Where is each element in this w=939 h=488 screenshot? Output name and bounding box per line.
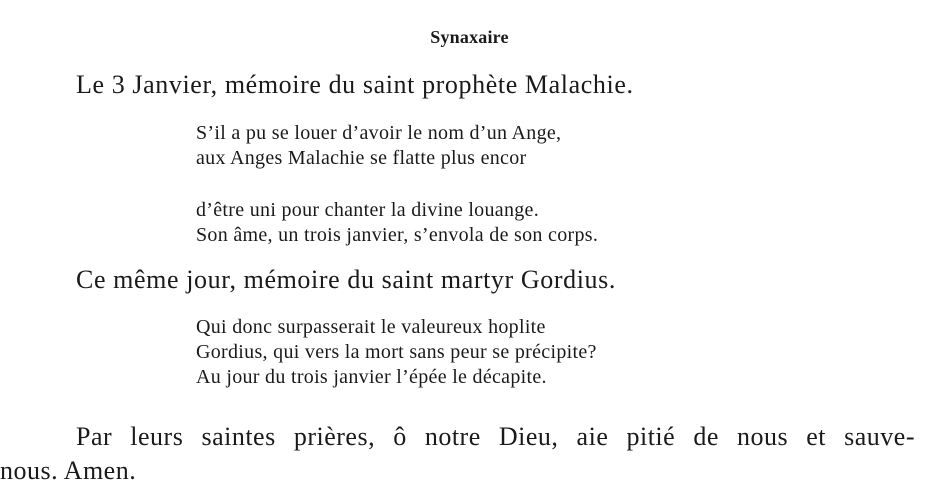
closing-prayer-line-2: nous. Amen.	[0, 456, 137, 485]
verse-line: Son âme, un trois janvier, s’envola de son corps.	[196, 224, 599, 246]
verse-line: S’il a pu se louer d’avoir le nom d’un Ange,	[196, 122, 562, 144]
verse-line: Qui donc surpasserait le valeureux hoplite	[196, 316, 546, 338]
verse-stanza-malachie-2	[196, 198, 598, 248]
verse-line: Gordius, qui vers la mort sans peur se précipite?	[196, 341, 597, 363]
commemoration-title-malachie: Le 3 Janvier, mémoire du saint prophète Malachie.	[76, 70, 634, 99]
verse-line: d’être uni pour chanter la divine louange.	[196, 199, 540, 221]
verse-line: aux Anges Malachie se flatte plus encor	[196, 147, 527, 169]
section-heading: Synaxaire	[430, 27, 509, 47]
commemoration-title-gordius: Ce même jour, mémoire du saint martyr Gordius.	[76, 265, 616, 294]
verse-stanza-malachie-1	[196, 121, 561, 171]
verse-stanza-gordius	[196, 315, 597, 390]
verse-line: Au jour du trois janvier l’épée le décapite.	[196, 366, 547, 388]
closing-prayer-line-1: Par leurs saintes prières, ô notre Dieu, aie pitié de nous et sauve-	[76, 422, 915, 451]
closing-prayer	[0, 420, 915, 488]
